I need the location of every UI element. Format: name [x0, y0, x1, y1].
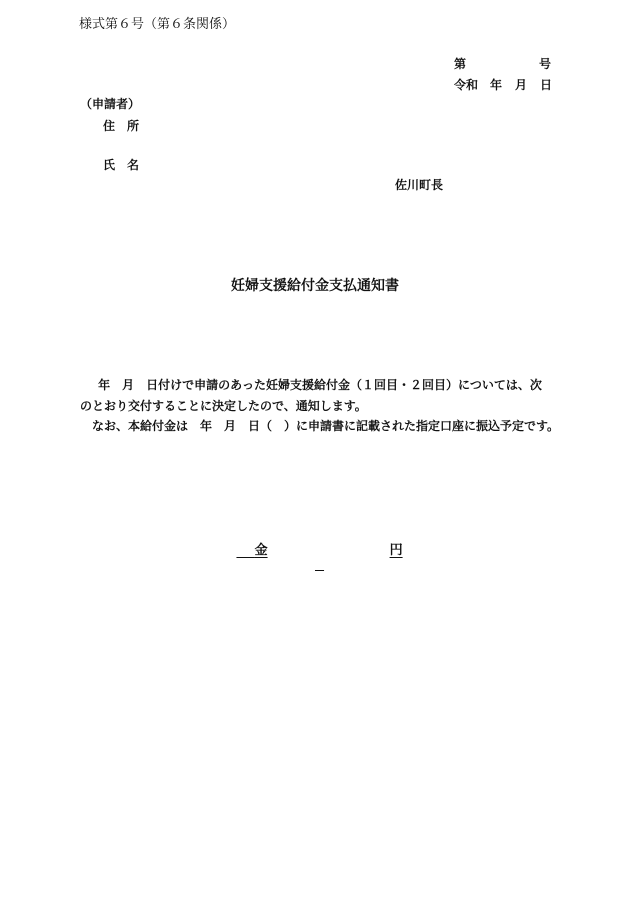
number-prefix: 第: [454, 57, 467, 71]
amount-suffix: 円: [389, 543, 403, 558]
body-line-3: なお、本給付金は 年 月 日（ ）に申請書に記載された指定口座に振込予定です。: [92, 419, 560, 433]
issuer-name: 佐川町長: [395, 178, 444, 192]
body-line-2: のとおり交付することに決定したので、通知します。: [80, 399, 367, 413]
amount-prefix: 金: [254, 543, 268, 558]
name-label: 氏 名: [103, 158, 140, 172]
date-day-unit: 日: [540, 78, 553, 92]
date-year-unit: 年: [490, 78, 503, 92]
date-month-unit: 月: [515, 78, 528, 92]
amount-line: [0, 518, 630, 570]
applicant-heading: （申請者）: [80, 97, 141, 111]
address-label: 住 所: [103, 119, 140, 133]
date-era: 令和: [454, 78, 479, 92]
body-line-1: 年 月 日付けで申請のあった妊婦支援給付金（１回目・２回目）については、次: [82, 378, 542, 392]
document-title: 妊婦支援給付金支払通知書: [231, 278, 399, 294]
number-suffix: 号: [539, 57, 552, 71]
amount-underline: [236, 531, 402, 570]
form-label: 様式第６号（第６条関係）: [79, 17, 236, 32]
